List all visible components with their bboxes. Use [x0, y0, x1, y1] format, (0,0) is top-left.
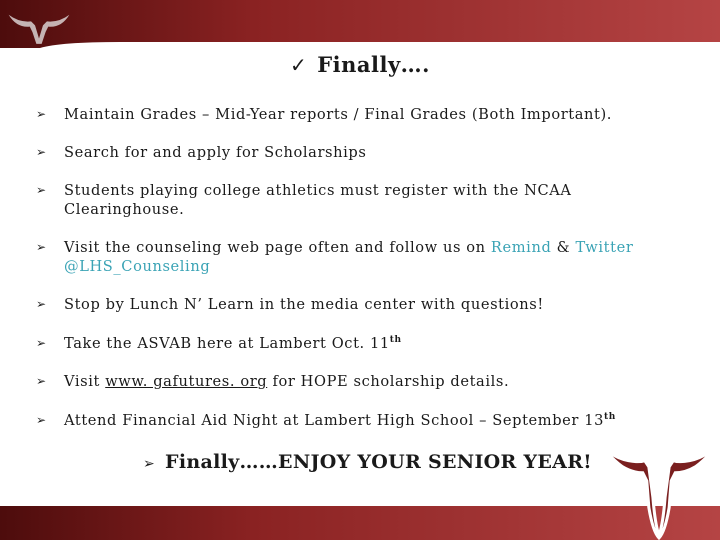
- arrow-bullet-icon: ➢: [36, 183, 47, 197]
- arrow-bullet-icon: ➢: [36, 336, 47, 350]
- slide-title: [0, 52, 720, 77]
- item-text: Maintain Grades – Mid-Year reports / Final Grades (Both Important).: [64, 106, 613, 123]
- arrow-bullet-icon: ➢: [36, 145, 47, 159]
- list-item: [36, 105, 666, 124]
- arrow-bullet-icon: ➢: [36, 240, 47, 254]
- item-text: Students playing college athletics must register with the NCAA Clearinghouse.: [64, 182, 572, 218]
- item-text: Stop by Lunch N’ Learn in the media center with questions!: [64, 296, 544, 313]
- list-item: [36, 411, 666, 430]
- checkmark-icon: ✓: [290, 53, 308, 77]
- list-item: [36, 334, 666, 353]
- arrow-bullet-icon: ➢: [36, 107, 47, 121]
- longhorn-logo-icon: [6, 6, 72, 50]
- twitter-link[interactable]: Twitter: [575, 239, 634, 256]
- list-item: [36, 295, 666, 314]
- item-text: Visit the counseling web page often and follow us on Remind & Twitter @LHS_Counseling: [64, 239, 634, 275]
- closing-message: [143, 451, 592, 473]
- longhorn-logo-icon: [598, 426, 720, 540]
- item-text: Take the ASVAB here at Lambert Oct. 11th: [64, 335, 402, 352]
- remind-link[interactable]: Remind: [490, 239, 552, 256]
- item-text: Attend Financial Aid Night at Lambert High School – September 13th: [64, 412, 616, 429]
- arrow-bullet-icon: ➢: [36, 297, 47, 311]
- title-text: Finally….: [317, 52, 430, 77]
- twitter-handle-link[interactable]: @LHS_Counseling: [64, 258, 211, 275]
- list-item: [36, 143, 666, 162]
- arrow-bullet-icon: ➢: [36, 374, 47, 388]
- header-band: [0, 0, 720, 48]
- list-item: [36, 181, 666, 219]
- list-item: [36, 238, 666, 276]
- gafutures-link[interactable]: www. gafutures. org: [105, 373, 268, 390]
- arrow-bullet-icon: ➢: [36, 413, 47, 427]
- item-text: Visit www. gafutures. org for HOPE scholarship details.: [64, 373, 510, 390]
- closing-text: Finally……ENJOY YOUR SENIOR YEAR!: [165, 451, 592, 473]
- list-item: [36, 372, 666, 391]
- item-text: Search for and apply for Scholarships: [64, 144, 367, 161]
- arrow-bullet-icon: ➢: [143, 456, 156, 472]
